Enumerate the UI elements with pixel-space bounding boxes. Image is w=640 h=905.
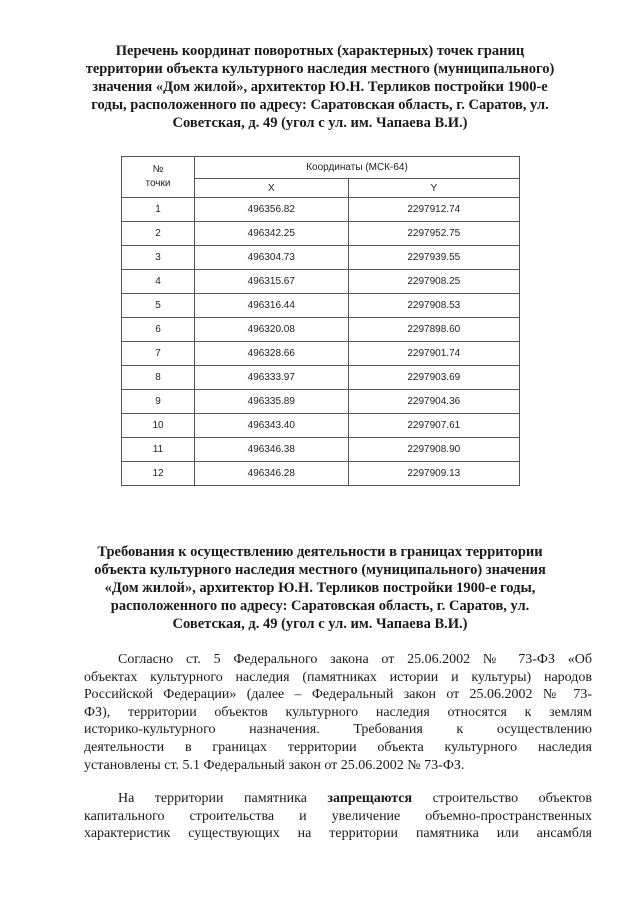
paragraph-line: историко-культурного назначения. Требования к осуществлению xyxy=(84,722,592,738)
point-number-header-line2: точки xyxy=(145,178,171,189)
point-number-header-line1: № xyxy=(152,164,164,175)
point-number-cell: 9 xyxy=(122,390,195,414)
x-coordinate-cell: 496320.08 xyxy=(195,318,349,342)
point-number-cell: 7 xyxy=(122,342,195,366)
paragraph-line: характеристик существующих на территории памятника или ансамбля xyxy=(84,826,592,842)
y-coordinate-cell: 2297939.55 xyxy=(348,246,519,270)
y-coordinate-cell: 2297907.61 xyxy=(348,414,519,438)
table-row xyxy=(122,294,520,318)
point-number-cell: 8 xyxy=(122,366,195,390)
paragraph-lead-rest: строительство объектов xyxy=(432,791,593,806)
paragraph-lead: На территории памятника xyxy=(118,791,307,806)
x-coordinate-cell: 496346.38 xyxy=(195,438,349,462)
table-row xyxy=(122,366,520,390)
x-coordinate-cell: 496328.66 xyxy=(195,342,349,366)
table-row xyxy=(122,222,520,246)
point-number-cell: 5 xyxy=(122,294,195,318)
x-coordinate-cell: 496335.89 xyxy=(195,390,349,414)
table-row xyxy=(122,246,520,270)
paragraph-line: объектах культурного наследия (памятниках истории и культуры) народов xyxy=(84,669,592,685)
table-row xyxy=(122,342,520,366)
coordinates-list-title xyxy=(80,42,560,132)
point-number-header xyxy=(122,157,195,198)
y-coordinate-cell: 2297904.36 xyxy=(348,390,519,414)
title-line: расположенного по адресу: Саратовская область, г. Саратов, ул. xyxy=(110,598,530,614)
y-coordinate-cell: 2297898.60 xyxy=(348,318,519,342)
paragraph-line: установлены ст. 5.1 Федеральный закон от 25.06.2002 № 73-ФЗ. xyxy=(84,757,465,773)
title-line: значения «Дом жилой», архитектор Ю.Н. Терликов постройки 1900-е xyxy=(92,79,548,95)
x-coordinate-cell: 496346.28 xyxy=(195,462,349,486)
paragraph-line: Российской Федерации» (далее – Федеральный закон от 25.06.2002 № 73- xyxy=(84,687,592,703)
x-coordinate-cell: 496315.67 xyxy=(195,270,349,294)
title-line: Советская, д. 49 (угол с ул. им. Чапаева В.И.) xyxy=(172,616,468,632)
y-coordinate-cell: 2297908.90 xyxy=(348,438,519,462)
law-reference-paragraph xyxy=(84,651,592,774)
prohibited-keyword: запрещаются xyxy=(327,791,413,806)
x-coordinate-cell: 496342.25 xyxy=(195,222,349,246)
x-coordinate-cell: 496333.97 xyxy=(195,366,349,390)
table-row xyxy=(122,414,520,438)
title-line: «Дом жилой», архитектор Ю.Н. Терликов постройки 1900-е годы, xyxy=(104,580,536,596)
paragraph-line: капитального строительства и увеличение объемно-пространственных xyxy=(84,808,592,824)
y-coordinate-cell: 2297908.25 xyxy=(348,270,519,294)
point-number-cell: 10 xyxy=(122,414,195,438)
y-coordinate-cell: 2297912.74 xyxy=(348,198,519,222)
x-header: X xyxy=(195,179,349,198)
paragraph-line: Согласно ст. 5 Федерального закона от 25.06.2002 № 73-ФЗ «Об xyxy=(118,652,592,667)
coordinates-table-body xyxy=(122,198,520,486)
table-row xyxy=(122,438,520,462)
requirements-title xyxy=(80,543,560,633)
paragraph-line: ФЗ), территории объектов культурного наследия относятся к землям xyxy=(84,704,592,720)
y-coordinate-cell: 2297908.53 xyxy=(348,294,519,318)
paragraph-line: деятельности в границах территории объекта культурного наследия xyxy=(84,739,592,755)
x-coordinate-cell: 496304.73 xyxy=(195,246,349,270)
y-coordinate-cell: 2297903.69 xyxy=(348,366,519,390)
table-row xyxy=(122,318,520,342)
x-coordinate-cell: 496356.82 xyxy=(195,198,349,222)
point-number-cell: 1 xyxy=(122,198,195,222)
table-row xyxy=(122,462,520,486)
paragraph-line xyxy=(84,790,592,808)
x-coordinate-cell: 496316.44 xyxy=(195,294,349,318)
table-row xyxy=(122,198,520,222)
title-line: Требования к осуществлению деятельности в границах территории xyxy=(97,544,543,560)
point-number-cell: 12 xyxy=(122,462,195,486)
title-line: территории объекта культурного наследия местного (муниципального) xyxy=(85,61,555,77)
point-number-cell: 2 xyxy=(122,222,195,246)
y-header: Y xyxy=(348,179,519,198)
title-line: объекта культурного наследия местного (муниципального) значения xyxy=(94,562,546,578)
coordinates-table xyxy=(121,156,520,486)
x-coordinate-cell: 496343.40 xyxy=(195,414,349,438)
y-coordinate-cell: 2297901.74 xyxy=(348,342,519,366)
point-number-cell: 6 xyxy=(122,318,195,342)
point-number-cell: 4 xyxy=(122,270,195,294)
coordinates-header: Координаты (МСК-64) xyxy=(195,157,520,179)
y-coordinate-cell: 2297909.13 xyxy=(348,462,519,486)
y-coordinate-cell: 2297952.75 xyxy=(348,222,519,246)
point-number-cell: 3 xyxy=(122,246,195,270)
title-line: Перечень координат поворотных (характерных) точек границ xyxy=(115,43,525,59)
table-row xyxy=(122,390,520,414)
title-line: Советская, д. 49 (угол с ул. им. Чапаева В.И.) xyxy=(172,115,468,131)
title-line: годы, расположенного по адресу: Саратовская область, г. Саратов, ул. xyxy=(91,97,549,113)
prohibitions-paragraph xyxy=(84,790,592,843)
table-row xyxy=(122,270,520,294)
point-number-cell: 11 xyxy=(122,438,195,462)
